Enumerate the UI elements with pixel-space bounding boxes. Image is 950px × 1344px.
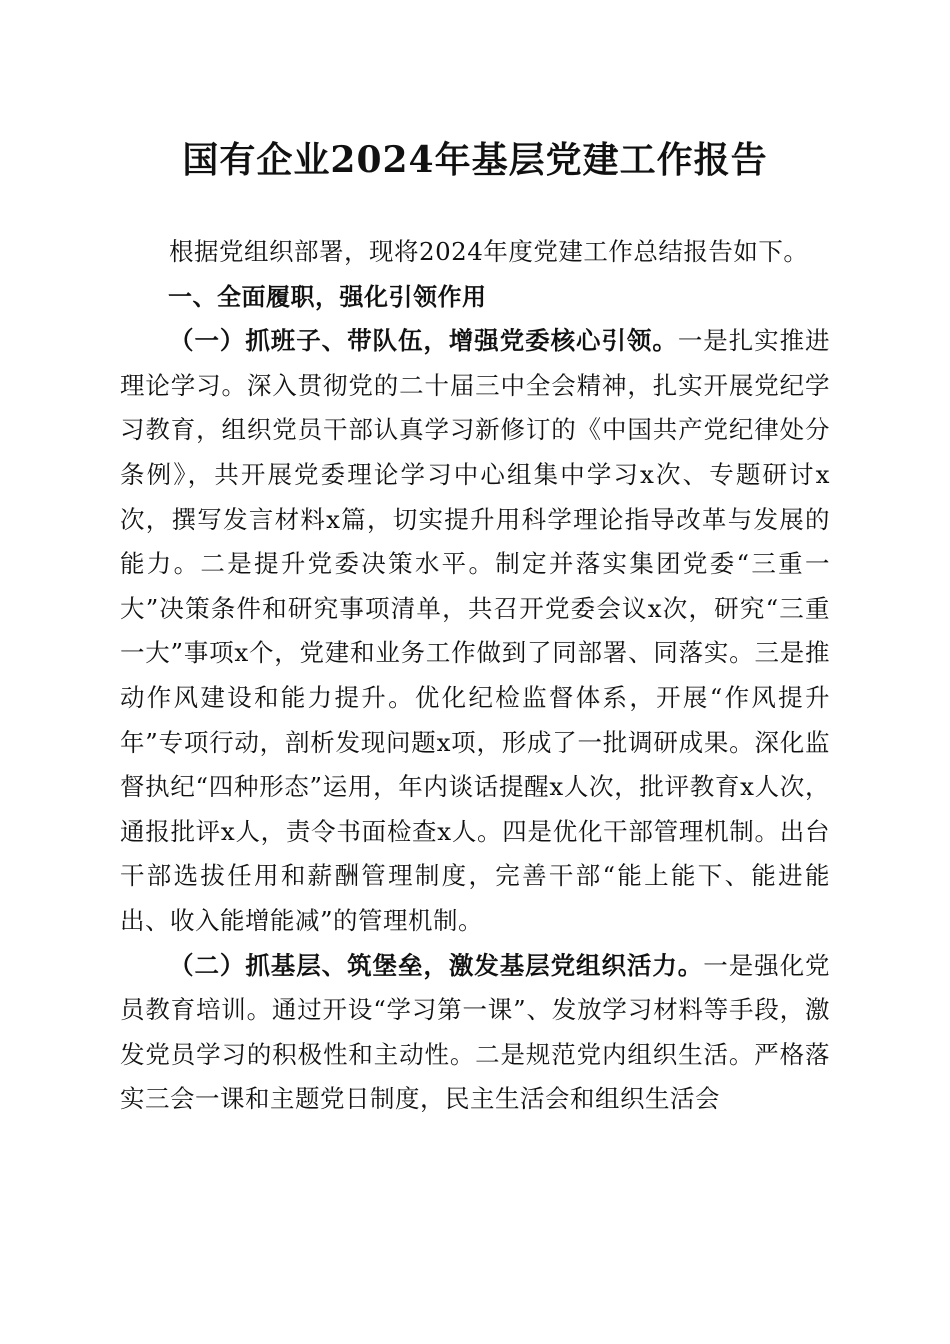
subsection-1-body: 一是扎实推进理论学习。深入贯彻党的二十届三中全会精神，扎实开展党纪学习教育，组织党员干部认真学习新修订的《中国共产党纪律处分条例》，共开展党委理论学习中心组集中学习x次、专题研讨x次，撰写发言材料x篇，切实提升用科学理论指导改革与发展的能力。二是提升党委决策水平。制定并落实集团党委“三重一大”决策条件和研究事项清单，共召开党委会议x次，研究“三重一大”事项x个，党建和业务工作做到了同部署、同落实。三是推动作风建设和能力提升。优化纪检监督体系，开展“作风提升年”专项行动，剖析发现问题x项，形成了一批调研成果。深化监督执纪“四种形态”运用，年内谈话提醒x人次，批评教育x人次，通报批评x人，责令书面检查x人。四是优化干部管理机制。出台干部选拔任用和薪酬管理制度，完善干部“能上能下、能进能出、收入能增能减”的管理机制。 xyxy=(120,326,831,935)
intro-paragraph: 根据党组织部署，现将2024年度党建工作总结报告如下。 xyxy=(169,237,809,266)
subsection-1-paragraph xyxy=(120,319,830,943)
subsection-2-body: 一是强化党员教育培训。通过开设“学习第一课”、发放学习材料等手段，激发党员学习的积极性和主动性。二是规范党内组织生活。严格落实三会一课和主题党日制度，民主生活会和组织生活会 xyxy=(120,950,831,1114)
subsection-2-paragraph xyxy=(120,944,830,1122)
subsection-2-lead: （二）抓基层、筑堡垒，激发基层党组织活力。 xyxy=(169,950,704,980)
subsection-1-lead: （一）抓班子、带队伍，增强党委核心引领。 xyxy=(169,326,678,356)
document-body xyxy=(120,230,830,1122)
section-heading: 一、全面履职，强化引领作用 xyxy=(168,282,487,311)
document-title: 国有企业2024年基层党建工作报告 xyxy=(182,139,768,181)
